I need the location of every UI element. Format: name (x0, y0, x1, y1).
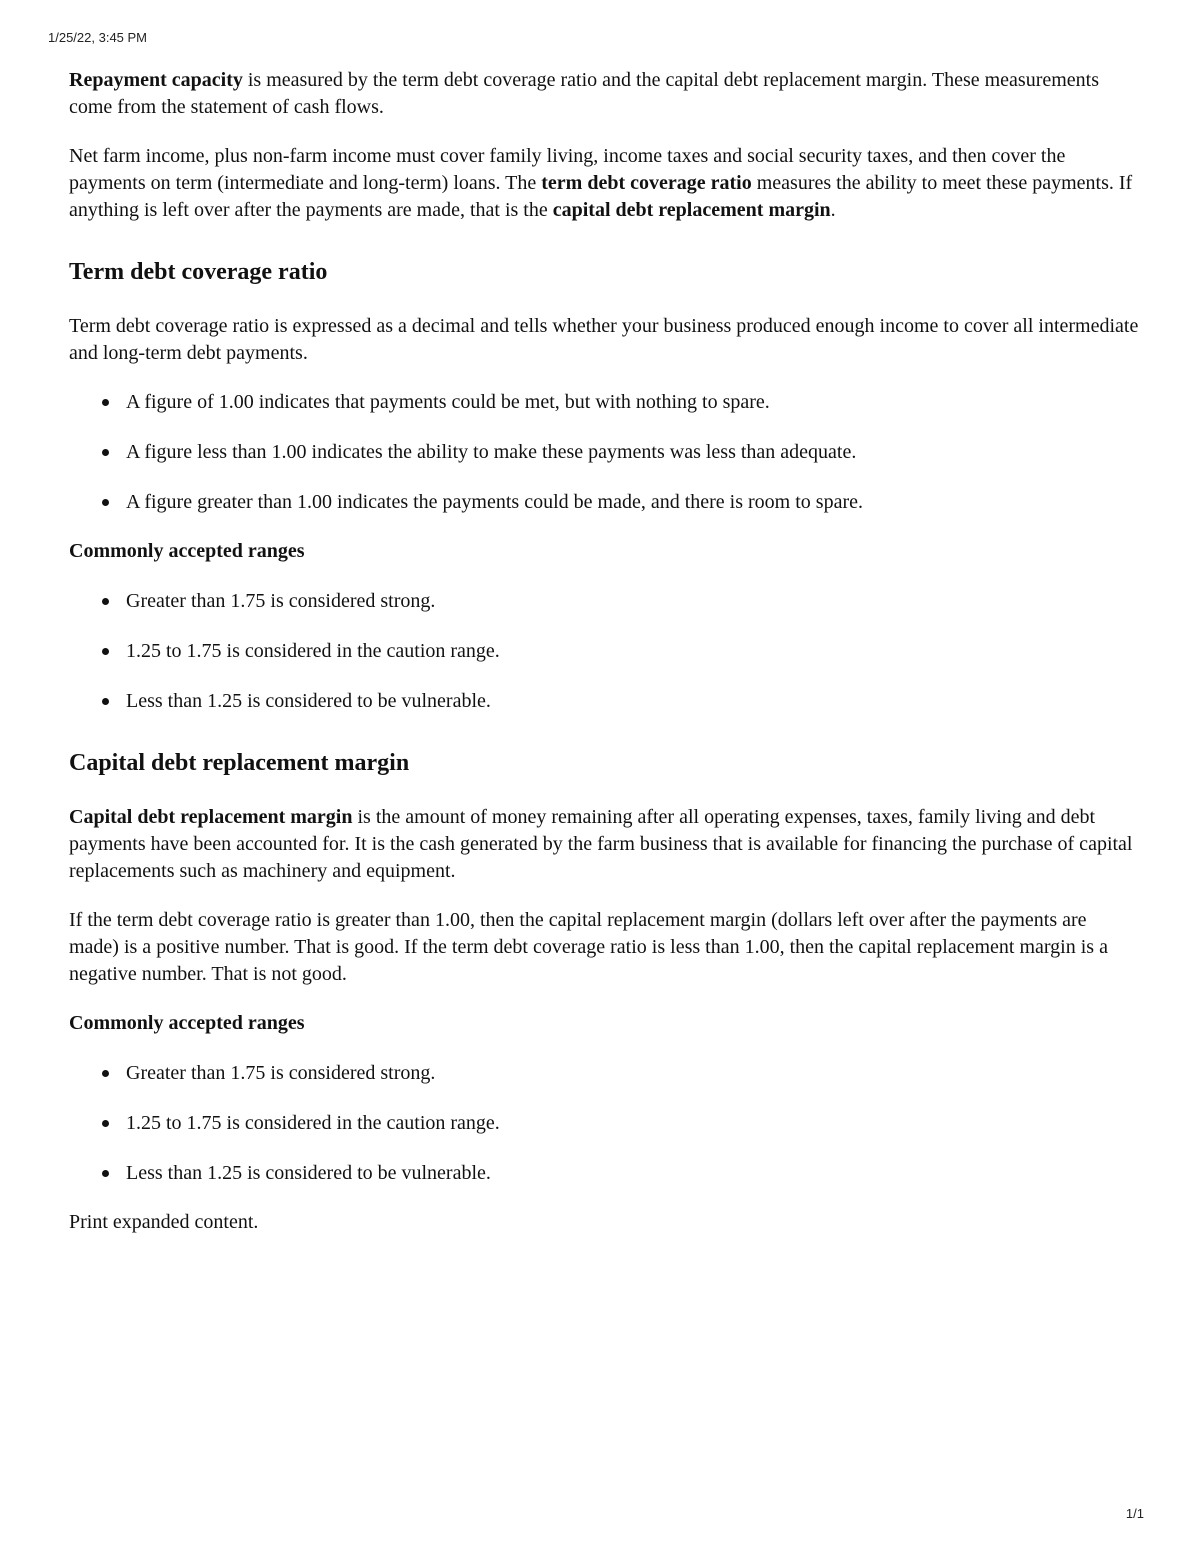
list-item-text: A figure of 1.00 indicates that payments could be met, but with nothing to spare. (126, 391, 770, 413)
print-footer-page-number: 1/1 (1125, 1506, 1144, 1521)
section2-ranges-heading: Commonly accepted ranges (69, 1012, 305, 1034)
section2-paragraph-2: If the term debt coverage ratio is greater than 1.00, then the capital replacement margin (dollars left over after the payments are made) is a positive number. That is good. If the term debt coverage ratio is less than 1.00, then the capital replacement margin is a negative number. That is not good. (69, 909, 1108, 985)
bullet-icon (102, 648, 109, 655)
closing-text: Print expanded content. (69, 1211, 259, 1233)
intro-term-capital-debt-replacement-margin: capital debt replacement margin (552, 199, 831, 221)
list-item (126, 588, 1139, 615)
list-item (126, 1060, 1139, 1087)
list-item-text: Less than 1.25 is considered to be vulnerable. (126, 1162, 491, 1184)
intro-paragraph-2-part-e: . (830, 199, 836, 221)
section2-term-capital-debt-replacement-margin: Capital debt replacement margin (69, 806, 353, 828)
list-item (126, 1160, 1139, 1187)
bullet-icon (102, 399, 109, 406)
intro-paragraph-2 (69, 143, 1139, 224)
list-item (126, 1110, 1139, 1137)
intro-paragraph-2-part-a: Net farm income, plus non-farm income must cover family living, income taxes and social security taxes, and then cover the payments on term (intermediate and long-term) loans. The (69, 145, 1066, 194)
section2-ranges-list (69, 1060, 1139, 1187)
intro-paragraph-2-part-c: measures the ability to meet these payments. If anything is left over after the payments are made, that is the (69, 172, 1133, 221)
bullet-icon (102, 698, 109, 705)
list-item-text: A figure less than 1.00 indicates the ability to make these payments was less than adequate. (126, 441, 857, 463)
list-item (126, 638, 1139, 665)
list-item-text: Greater than 1.75 is considered strong. (126, 590, 436, 612)
print-header-datetime: 1/25/22, 3:45 PM (48, 30, 148, 45)
bullet-icon (102, 1120, 109, 1127)
list-item (126, 439, 1139, 466)
section1-paragraph: Term debt coverage ratio is expressed as a decimal and tells whether your business produced enough income to cover all intermediate and long-term debt payments. (69, 315, 1139, 364)
bullet-icon (102, 598, 109, 605)
list-item (126, 489, 1139, 516)
section1-bullet-list (69, 389, 1139, 516)
section2-paragraph-1 (69, 804, 1139, 885)
list-item-text: A figure greater than 1.00 indicates the payments could be made, and there is room to spare. (126, 491, 863, 513)
section2-paragraph-1-text: is the amount of money remaining after all operating expenses, taxes, family living and debt payments have been accounted for. It is the cash generated by the farm business that is available for financing the purchase of capital replacements such as machinery and equipment. (69, 806, 1133, 882)
document-content (69, 67, 1139, 1258)
intro-paragraph-1 (69, 67, 1139, 121)
intro-term-repayment-capacity: Repayment capacity (69, 69, 243, 91)
bullet-icon (102, 499, 109, 506)
list-item (126, 688, 1139, 715)
list-item (126, 389, 1139, 416)
list-item-text: 1.25 to 1.75 is considered in the caution range. (126, 640, 500, 662)
list-item-text: 1.25 to 1.75 is considered in the caution range. (126, 1112, 500, 1134)
section-heading-term-debt-coverage-ratio: Term debt coverage ratio (69, 259, 328, 285)
bullet-icon (102, 1170, 109, 1177)
list-item-text: Less than 1.25 is considered to be vulnerable. (126, 690, 491, 712)
intro-paragraph-1-text: is measured by the term debt coverage ratio and the capital debt replacement margin. These measurements come from the statement of cash flows. (69, 69, 1100, 118)
section1-ranges-heading: Commonly accepted ranges (69, 540, 305, 562)
bullet-icon (102, 449, 109, 456)
section1-ranges-list (69, 588, 1139, 715)
list-item-text: Greater than 1.75 is considered strong. (126, 1062, 436, 1084)
bullet-icon (102, 1070, 109, 1077)
intro-term-debt-coverage-ratio: term debt coverage ratio (541, 172, 752, 194)
section-heading-capital-debt-replacement-margin: Capital debt replacement margin (69, 750, 410, 776)
